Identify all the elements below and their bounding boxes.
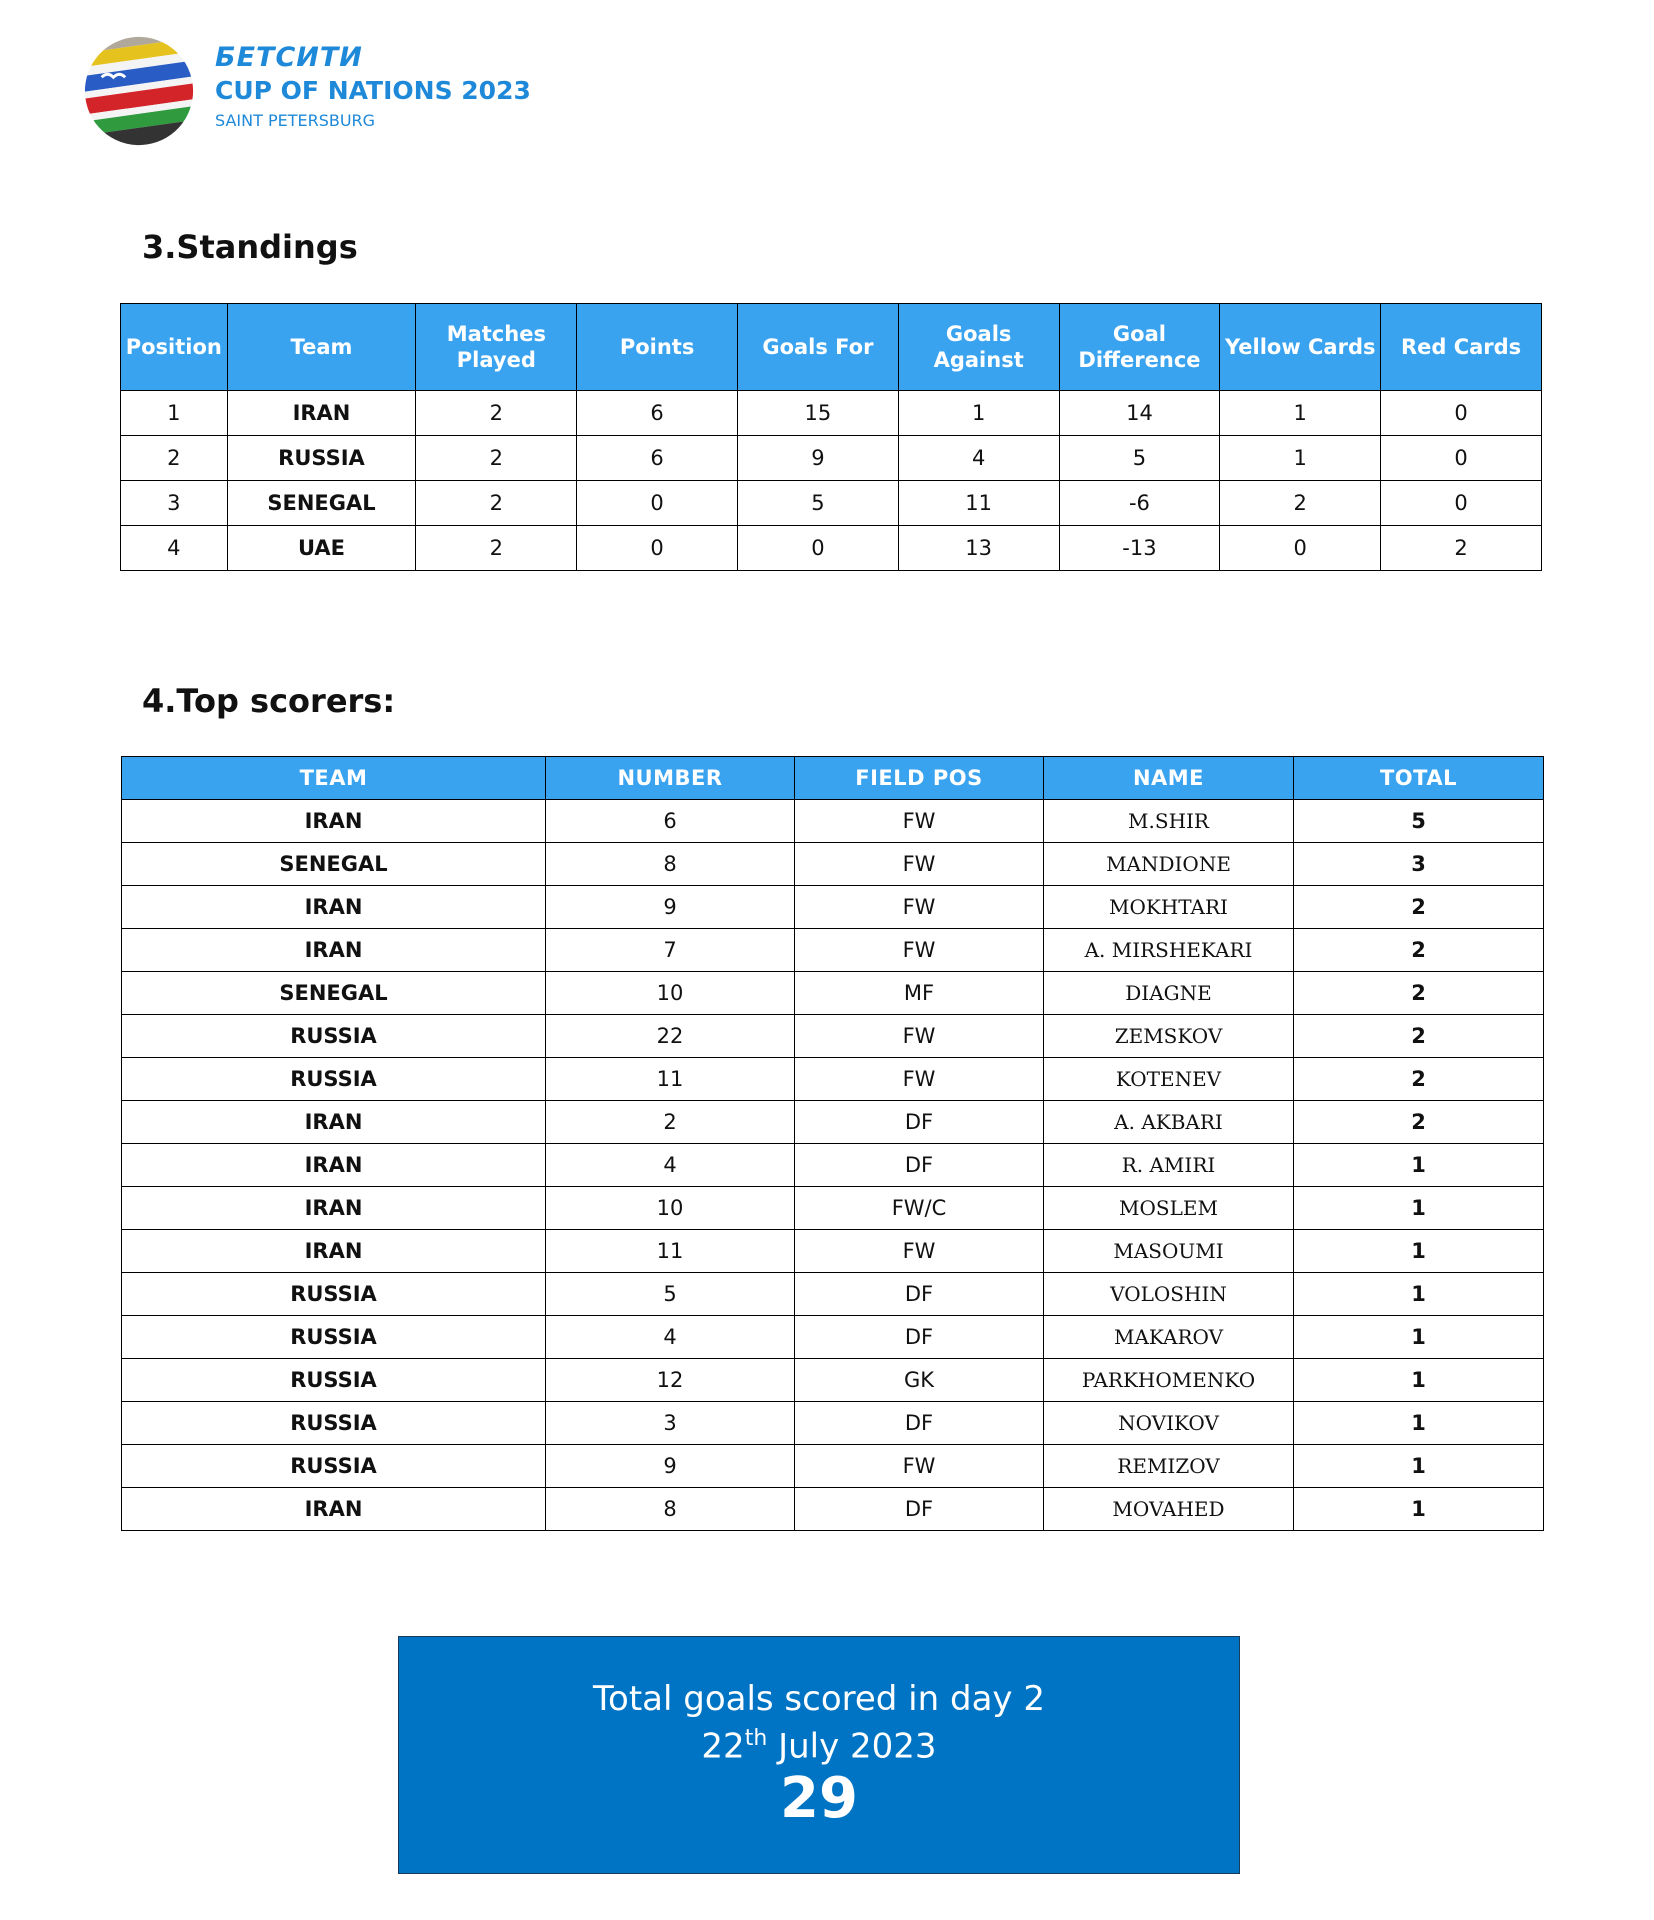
scorer-number: 11	[546, 1058, 795, 1101]
standings-cell: 13	[898, 526, 1059, 571]
standings-cell: 0	[738, 526, 899, 571]
standings-cell: 4	[898, 436, 1059, 481]
scorer-position: DF	[795, 1488, 1044, 1531]
scorer-name: MOSLEM	[1044, 1187, 1294, 1230]
column-header: TOTAL	[1294, 757, 1544, 800]
column-header: Goal Difference	[1059, 304, 1220, 391]
scorer-team: RUSSIA	[122, 1015, 546, 1058]
standings-row	[121, 481, 1542, 526]
scorers-row	[122, 886, 1544, 929]
standings-cell: 1	[898, 391, 1059, 436]
standings-cell: 2	[416, 436, 577, 481]
scorer-position: DF	[795, 1316, 1044, 1359]
standings-row	[121, 526, 1542, 571]
standings-cell: 0	[577, 481, 738, 526]
standings-cell: 1	[1220, 436, 1381, 481]
column-header: Goals For	[738, 304, 899, 391]
scorers-row	[122, 1187, 1544, 1230]
standings-cell: 0	[1220, 526, 1381, 571]
standings-row	[121, 436, 1542, 481]
scorer-name: MAKAROV	[1044, 1316, 1294, 1359]
scorer-total: 2	[1294, 1101, 1544, 1144]
scorer-position: MF	[795, 972, 1044, 1015]
standings-cell: 3	[121, 481, 228, 526]
scorers-row	[122, 1488, 1544, 1531]
scorer-team: RUSSIA	[122, 1273, 546, 1316]
scorer-team: RUSSIA	[122, 1058, 546, 1101]
scorers-row	[122, 1316, 1544, 1359]
standings-cell: RUSSIA	[227, 436, 416, 481]
event-name: CUP OF NATIONS 2023	[215, 76, 531, 105]
standings-cell: IRAN	[227, 391, 416, 436]
scorer-team: SENEGAL	[122, 972, 546, 1015]
column-header: Team	[227, 304, 416, 391]
scorer-position: FW/C	[795, 1187, 1044, 1230]
scorer-number: 10	[546, 1187, 795, 1230]
standings-cell: 2	[1381, 526, 1542, 571]
scorer-number: 22	[546, 1015, 795, 1058]
scorer-number: 7	[546, 929, 795, 972]
column-header: NUMBER	[546, 757, 795, 800]
scorer-number: 4	[546, 1316, 795, 1359]
scorer-total: 2	[1294, 886, 1544, 929]
scorers-row	[122, 1273, 1544, 1316]
scorer-position: DF	[795, 1101, 1044, 1144]
scorer-number: 11	[546, 1230, 795, 1273]
standings-cell: 9	[738, 436, 899, 481]
scorer-number: 8	[546, 1488, 795, 1531]
scorer-team: IRAN	[122, 800, 546, 843]
column-header: TEAM	[122, 757, 546, 800]
globe-logo-icon	[80, 32, 198, 150]
standings-table	[120, 303, 1542, 571]
scorers-row	[122, 1015, 1544, 1058]
scorer-total: 3	[1294, 843, 1544, 886]
scorers-row	[122, 972, 1544, 1015]
scorer-team: RUSSIA	[122, 1402, 546, 1445]
standings-cell: 14	[1059, 391, 1220, 436]
scorers-row	[122, 843, 1544, 886]
total-goals-date	[399, 1719, 1239, 1766]
standings-cell: 2	[121, 436, 228, 481]
total-goals-count: 29	[780, 1766, 858, 1832]
scorer-name: DIAGNE	[1044, 972, 1294, 1015]
scorer-name: MOKHTARI	[1044, 886, 1294, 929]
standings-cell: 1	[1220, 391, 1381, 436]
scorer-position: FW	[795, 843, 1044, 886]
scorer-number: 10	[546, 972, 795, 1015]
scorer-name: KOTENEV	[1044, 1058, 1294, 1101]
scorer-team: IRAN	[122, 1488, 546, 1531]
event-logo	[80, 32, 540, 152]
scorer-position: FW	[795, 1230, 1044, 1273]
scorer-total: 2	[1294, 929, 1544, 972]
scorer-total: 2	[1294, 1015, 1544, 1058]
event-city: SAINT PETERSBURG	[215, 111, 376, 130]
scorer-name: NOVIKOV	[1044, 1402, 1294, 1445]
standings-cell: -6	[1059, 481, 1220, 526]
scorers-row	[122, 1101, 1544, 1144]
standings-cell: 5	[738, 481, 899, 526]
scorer-team: RUSSIA	[122, 1359, 546, 1402]
date-suffix: th	[744, 1726, 768, 1751]
scorer-number: 3	[546, 1402, 795, 1445]
scorers-row	[122, 1230, 1544, 1273]
scorer-number: 2	[546, 1101, 795, 1144]
standings-header-row	[121, 304, 1542, 391]
standings-cell: 0	[1381, 481, 1542, 526]
scorer-name: A. AKBARI	[1044, 1101, 1294, 1144]
brand-name: БЕТСИТИ	[215, 42, 363, 73]
scorer-position: GK	[795, 1359, 1044, 1402]
scorer-team: RUSSIA	[122, 1445, 546, 1488]
scorers-row	[122, 1445, 1544, 1488]
scorers-row	[122, 800, 1544, 843]
column-header: Points	[577, 304, 738, 391]
scorer-name: MASOUMI	[1044, 1230, 1294, 1273]
scorer-team: IRAN	[122, 929, 546, 972]
scorer-total: 1	[1294, 1144, 1544, 1187]
scorer-team: RUSSIA	[122, 1316, 546, 1359]
standings-cell: 1	[121, 391, 228, 436]
scorer-total: 2	[1294, 1058, 1544, 1101]
scorer-total: 1	[1294, 1230, 1544, 1273]
standings-cell: SENEGAL	[227, 481, 416, 526]
scorers-row	[122, 1402, 1544, 1445]
column-header: Red Cards	[1381, 304, 1542, 391]
standings-cell: 6	[577, 436, 738, 481]
column-header: NAME	[1044, 757, 1294, 800]
scorer-position: DF	[795, 1144, 1044, 1187]
scorer-name: MANDIONE	[1044, 843, 1294, 886]
scorer-total: 1	[1294, 1316, 1544, 1359]
scorers-row	[122, 1144, 1544, 1187]
scorer-team: IRAN	[122, 1144, 546, 1187]
scorer-team: IRAN	[122, 1187, 546, 1230]
standings-title: 3.Standings	[142, 228, 358, 266]
scorer-position: FW	[795, 929, 1044, 972]
scorer-total: 1	[1294, 1273, 1544, 1316]
standings-cell: 0	[1381, 436, 1542, 481]
standings-row	[121, 391, 1542, 436]
standings-cell: 2	[416, 526, 577, 571]
standings-cell: 0	[577, 526, 738, 571]
standings-cell: 2	[416, 481, 577, 526]
standings-cell: 5	[1059, 436, 1220, 481]
scorer-number: 8	[546, 843, 795, 886]
scorer-name: A. MIRSHEKARI	[1044, 929, 1294, 972]
date-day: 22	[701, 1726, 745, 1767]
scorer-total: 1	[1294, 1445, 1544, 1488]
scorer-name: PARKHOMENKO	[1044, 1359, 1294, 1402]
scorer-position: FW	[795, 800, 1044, 843]
scorer-number: 5	[546, 1273, 795, 1316]
standings-cell: 0	[1381, 391, 1542, 436]
scorer-position: FW	[795, 886, 1044, 929]
scorer-position: DF	[795, 1402, 1044, 1445]
scorer-name: REMIZOV	[1044, 1445, 1294, 1488]
total-goals-box	[398, 1636, 1240, 1874]
scorer-total: 1	[1294, 1187, 1544, 1230]
scorer-name: ZEMSKOV	[1044, 1015, 1294, 1058]
column-header: FIELD POS	[795, 757, 1044, 800]
scorer-name: R. AMIRI	[1044, 1144, 1294, 1187]
scorers-row	[122, 1359, 1544, 1402]
scorer-position: FW	[795, 1015, 1044, 1058]
standings-cell: 11	[898, 481, 1059, 526]
scorers-table	[121, 756, 1544, 1531]
standings-cell: 2	[1220, 481, 1381, 526]
scorer-name: VOLOSHIN	[1044, 1273, 1294, 1316]
scorer-total: 1	[1294, 1359, 1544, 1402]
scorer-number: 9	[546, 1445, 795, 1488]
scorer-total: 1	[1294, 1402, 1544, 1445]
scorer-total: 2	[1294, 972, 1544, 1015]
scorer-number: 6	[546, 800, 795, 843]
scorers-header-row	[122, 757, 1544, 800]
scorer-number: 4	[546, 1144, 795, 1187]
standings-cell: 4	[121, 526, 228, 571]
scorers-title: 4.Top scorers:	[142, 682, 396, 720]
scorer-team: IRAN	[122, 1230, 546, 1273]
column-header: Position	[121, 304, 228, 391]
scorer-name: MOVAHED	[1044, 1488, 1294, 1531]
total-goals-label: Total goals scored in day 2	[593, 1679, 1045, 1719]
scorer-team: IRAN	[122, 886, 546, 929]
scorer-team: SENEGAL	[122, 843, 546, 886]
column-header: Yellow Cards	[1220, 304, 1381, 391]
scorers-row	[122, 929, 1544, 972]
scorer-number: 12	[546, 1359, 795, 1402]
standings-cell: 2	[416, 391, 577, 436]
scorer-total: 1	[1294, 1488, 1544, 1531]
column-header: Matches Played	[416, 304, 577, 391]
scorer-name: M.SHIR	[1044, 800, 1294, 843]
scorer-position: FW	[795, 1445, 1044, 1488]
date-month-year: July 2023	[767, 1726, 937, 1767]
scorers-row	[122, 1058, 1544, 1101]
column-header: Goals Against	[898, 304, 1059, 391]
scorer-position: FW	[795, 1058, 1044, 1101]
scorer-total: 5	[1294, 800, 1544, 843]
standings-cell: 6	[577, 391, 738, 436]
scorer-team: IRAN	[122, 1101, 546, 1144]
standings-cell: -13	[1059, 526, 1220, 571]
standings-cell: 15	[738, 391, 899, 436]
scorer-number: 9	[546, 886, 795, 929]
standings-cell: UAE	[227, 526, 416, 571]
scorer-position: DF	[795, 1273, 1044, 1316]
